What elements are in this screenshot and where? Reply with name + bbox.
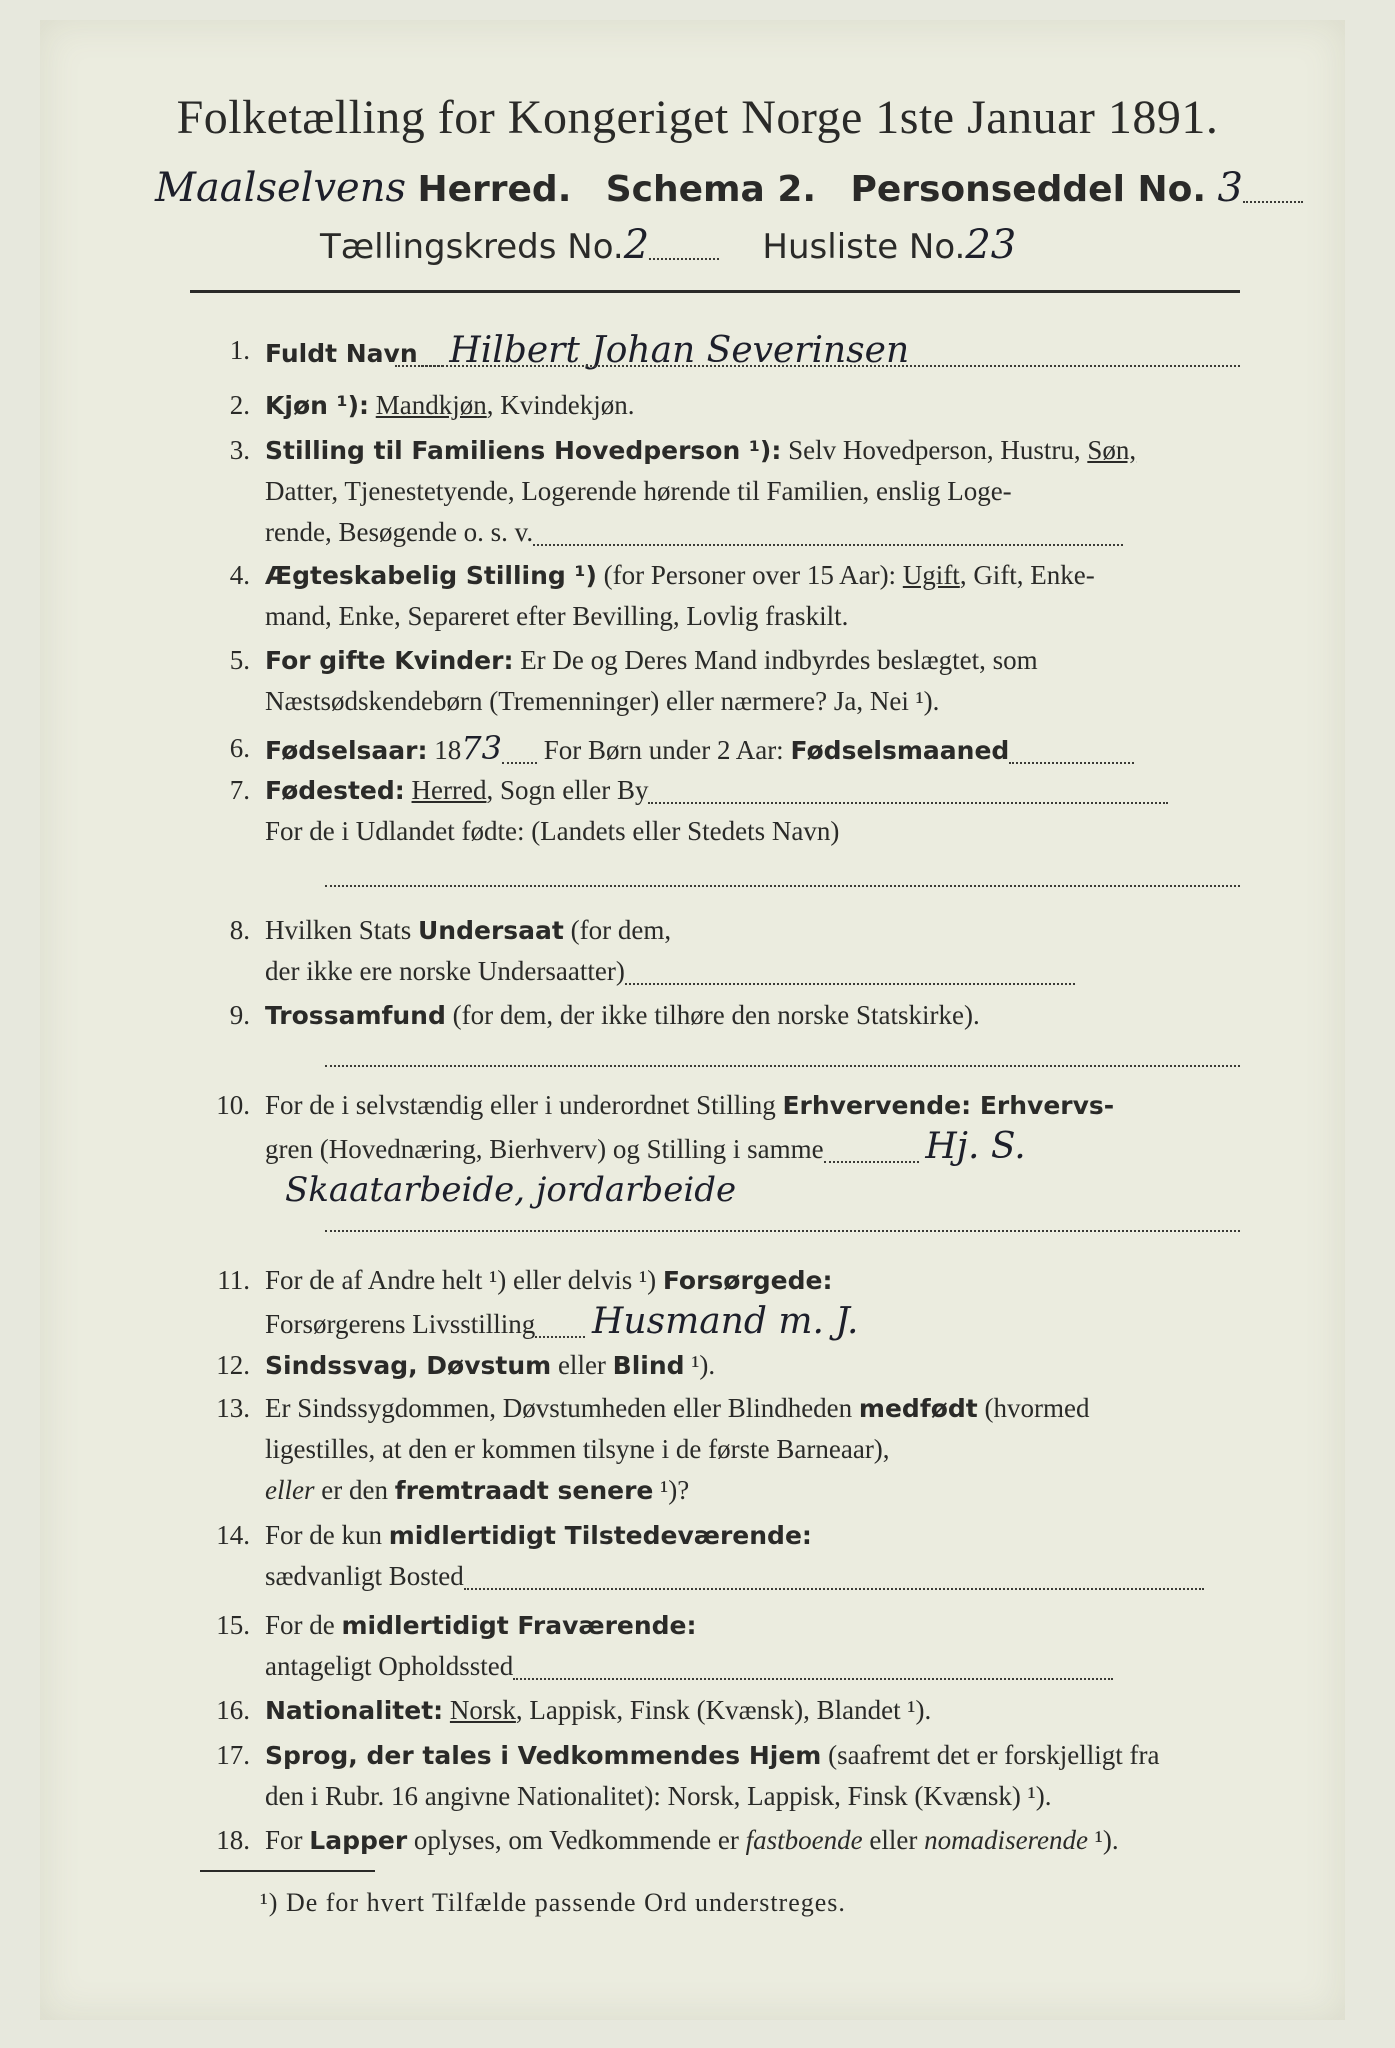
provider-occupation-value: Husmand m. J. <box>592 1301 859 1342</box>
margin-annotation: Hj. S. <box>925 1126 1026 1167</box>
taellingskreds-label: Tællingskreds No. <box>320 227 624 267</box>
husliste-number: 23 <box>965 222 1017 268</box>
birth-year-value: 73 <box>461 729 502 767</box>
full-name-value: Hilbert Johan Severinsen <box>449 330 910 371</box>
personseddel-label: Personseddel No. <box>850 169 1206 210</box>
header-line-3 <box>320 222 1016 268</box>
footnote-rule <box>200 1870 375 1872</box>
schema-label: Schema 2. <box>605 169 817 210</box>
personseddel-number: 3 <box>1217 165 1243 211</box>
form-title: Folketælling for Kongeriget Norge 1ste Januar 1891. <box>176 91 1219 144</box>
husliste-label: Husliste No. <box>762 227 966 267</box>
taellingskreds-number: 2 <box>623 222 650 268</box>
footnote: ¹) De for hvert Tilfælde passende Ord understreges. <box>260 1888 846 1917</box>
herred-label: Herred. <box>417 169 572 210</box>
header-rule <box>190 290 1240 293</box>
header-line-2 <box>155 165 1303 211</box>
occupation-value: Skaatarbeide, jordarbeide <box>285 1170 737 1210</box>
handwritten-municipality: Maalselvens <box>155 165 406 211</box>
